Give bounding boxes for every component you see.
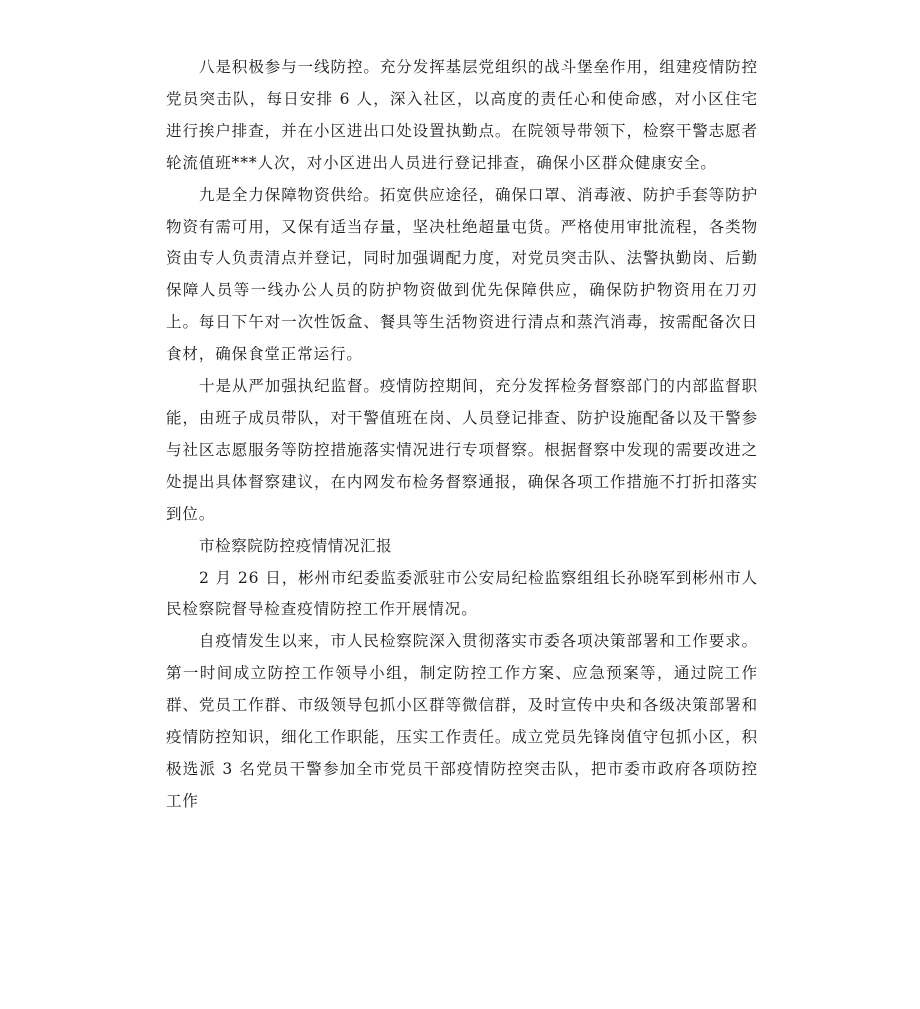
paragraph-frontline-control: 八是积极参与一线防控。充分发挥基层党组织的战斗堡垒作用，组建疫情防控党员突击队，每日安排 6 人，深入社区，以高度的责任心和使命感，对小区住宅进行挨户排查，并在小区进出口处设置执勤点。在院领导带领下，检察干警志愿者轮流值班***人次，对小区进出人员进行登记排查，确保小区群众健康安全。 [166, 58, 758, 172]
document-body [166, 52, 758, 818]
paragraph-overview: 自疫情发生以来，市人民检察院深入贯彻落实市委各项决策部署和工作要求。第一时间成立防控工作领导小组，制定防控工作方案、应急预案等，通过院工作群、党员工作群、市级领导包抓小区群等微信群，及时宣传中央和各级决策部署和疫情防控知识，细化工作职能，压实工作责任。成立党员先锋岗值守包抓小区，积极选派 3 名党员干警参加全市党员干部疫情防控突击队，把市委市政府各项防控工作 [166, 632, 758, 810]
paragraph-supply-guarantee: 九是全力保障物资供给。拓宽供应途径，确保口罩、消毒液、防护手套等防护物资有需可用，又保有适当存量，坚决杜绝超量屯货。严格使用审批流程，各类物资由专人负责清点并登记，同时加强调配力度，对党员突击队、法警执勤岗、后勤保障人员等一线办公人员的防护物资做到优先保障供应，确保防护物资用在刀刃上。每日下午对一次性饭盒、餐具等生活物资进行清点和蒸汽消毒，按需配备次日食材，确保食堂正常运行。 [166, 185, 758, 364]
paragraph-inspection-visit: 2 月 26 日，彬州市纪委监委派驻市公安局纪检监察组组长孙晓军到彬州市人民检察院督导检查疫情防控工作开展情况。 [166, 568, 758, 619]
section-title: 市检察院防控疫情情况汇报 [199, 536, 393, 555]
paragraph-discipline-supervision: 十是从严加强执纪监督。疫情防控期间，充分发挥检务督察部门的内部监督职能，由班子成员带队，对干警值班在岗、人员登记排查、防护设施配备以及干警参与社区志愿服务等防控措施落实情况进行专项督察。根据督察中发现的需要改进之处提出具体督察建议，在内网发布检务督察通报，确保各项工作措施不打折扣落实到位。 [166, 377, 758, 523]
